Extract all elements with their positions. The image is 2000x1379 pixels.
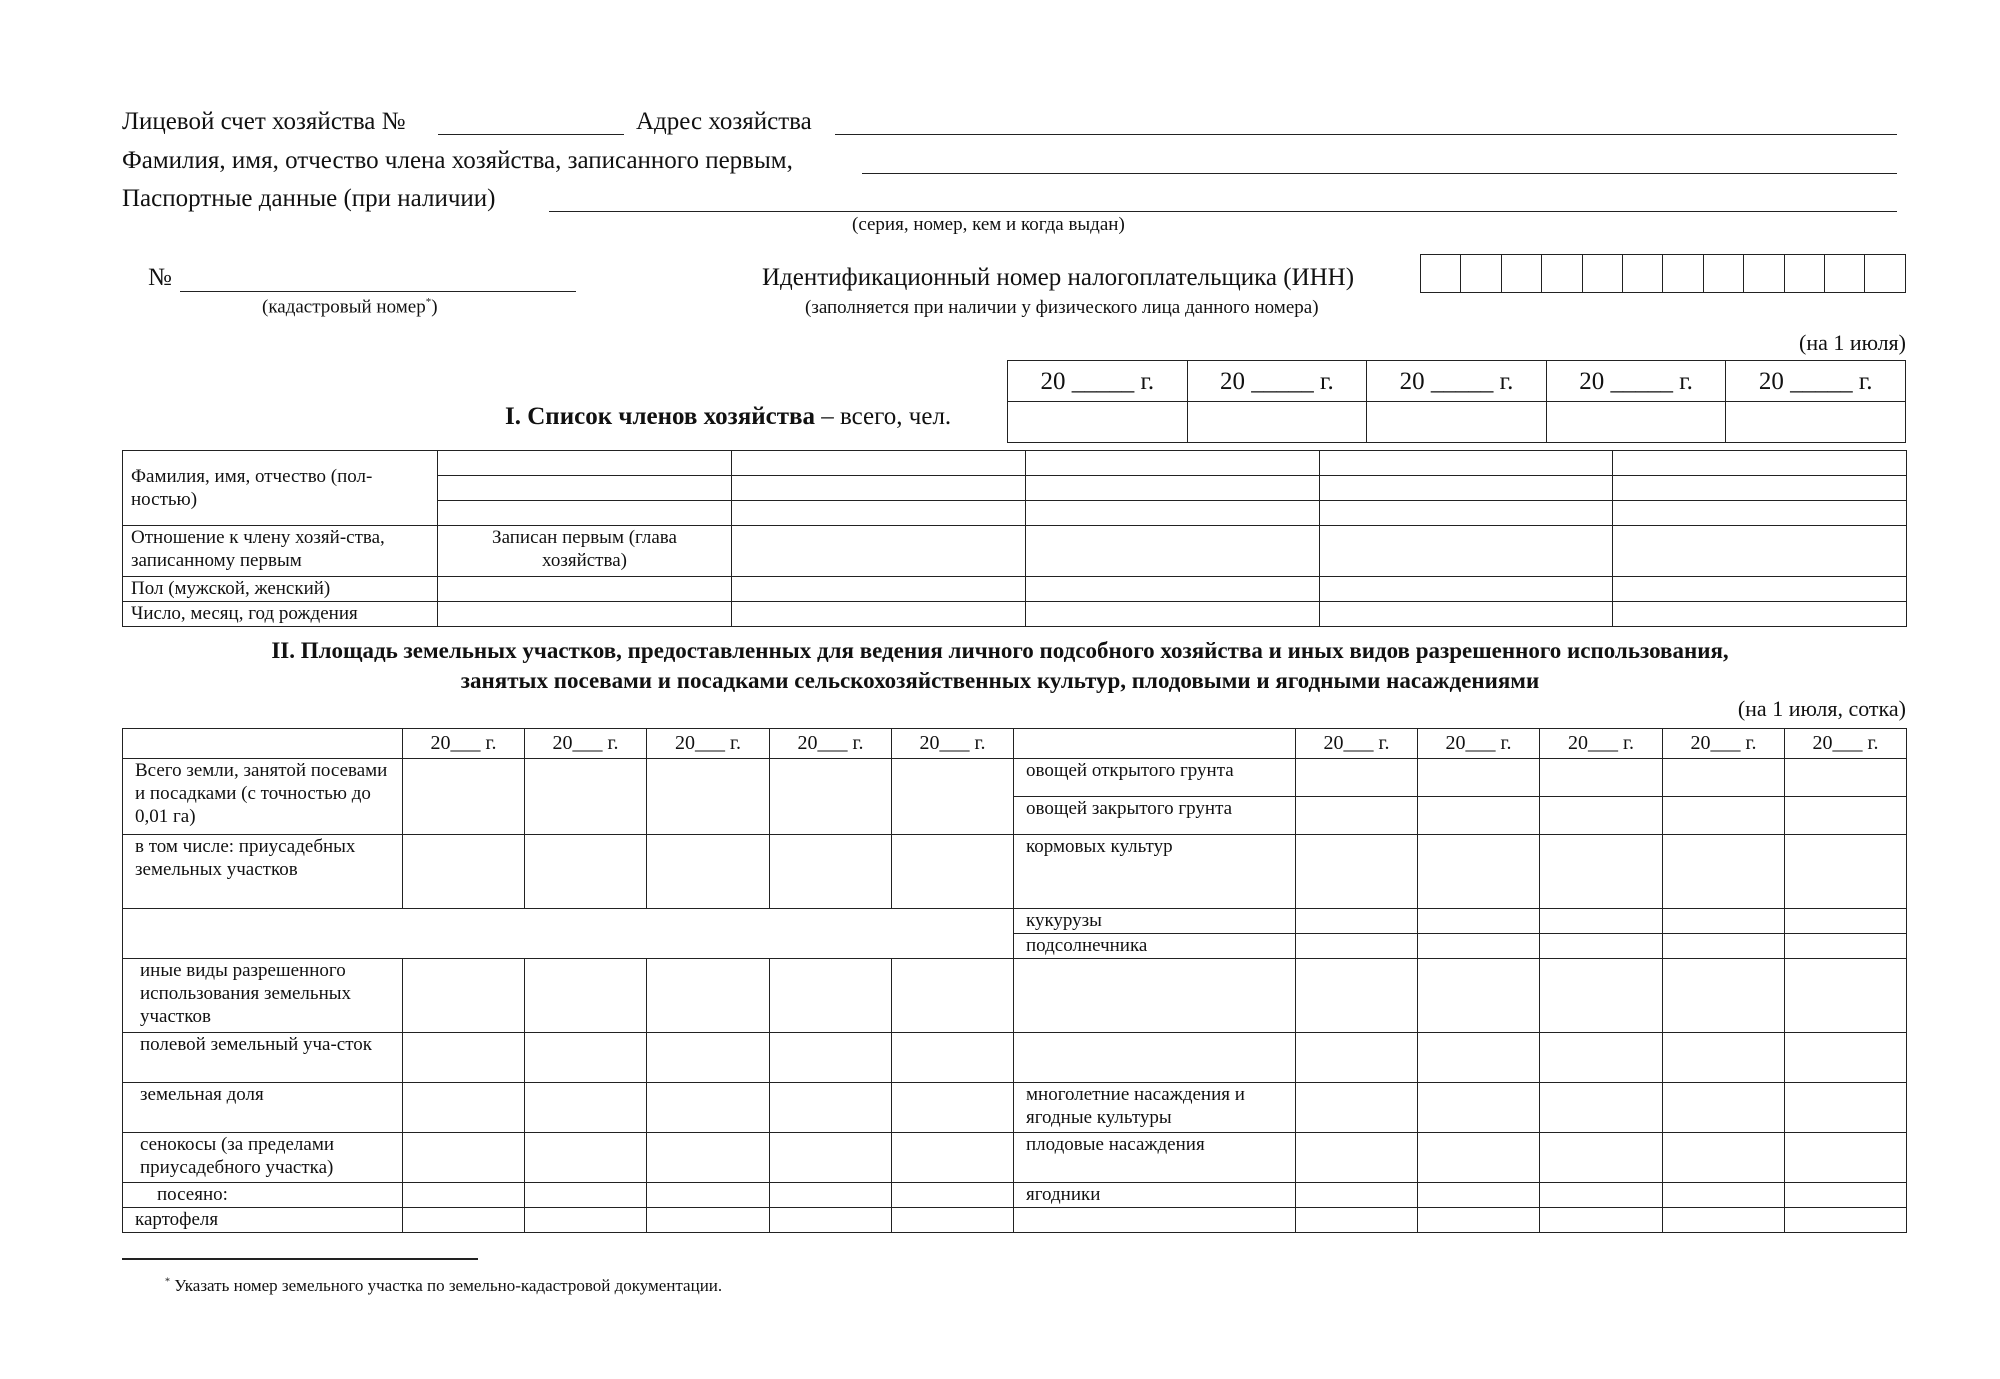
- section2-as-of: (на 1 июля, сотка): [1737, 696, 1906, 721]
- value-cell[interactable]: [892, 1133, 1014, 1183]
- value-cell[interactable]: [647, 835, 770, 909]
- value-cell[interactable]: [647, 1083, 770, 1133]
- value-cell[interactable]: [525, 1183, 647, 1208]
- fio-cell[interactable]: [1026, 476, 1320, 501]
- dob-cell[interactable]: [1026, 602, 1320, 627]
- footnote: * Указать номер земельного участка по земельно-кадастровой документации.: [165, 1276, 723, 1295]
- relation-cell[interactable]: [1613, 526, 1907, 577]
- fio-cell[interactable]: [732, 501, 1026, 526]
- cadastral-hint: (кадастровый номер*): [262, 296, 438, 318]
- value-cell[interactable]: [892, 835, 1014, 909]
- value-cell[interactable]: [1785, 797, 1907, 835]
- head-name-label: Фамилия, имя, отчество члена хозяйства, записанного первым,: [122, 147, 793, 174]
- sex-cell[interactable]: [438, 577, 732, 602]
- value-cell[interactable]: [1540, 835, 1663, 909]
- row-label-blank: [1014, 1208, 1296, 1233]
- value-cell[interactable]: [525, 959, 647, 1033]
- row-label-sex: Пол (мужской, женский): [123, 577, 438, 602]
- year-header: 20___ г.: [647, 729, 770, 759]
- relation-cell[interactable]: [732, 526, 1026, 577]
- value-cell[interactable]: [1785, 934, 1907, 959]
- value-cell[interactable]: [1663, 909, 1785, 934]
- fio-cell[interactable]: [1613, 501, 1907, 526]
- value-cell[interactable]: [1663, 1208, 1785, 1233]
- value-cell[interactable]: [1296, 909, 1418, 934]
- value-cell[interactable]: [1540, 1033, 1663, 1083]
- relation-first-cell: Записан первым (глава хозяйства): [438, 526, 732, 577]
- year-header: 20___ г.: [525, 729, 647, 759]
- cadastral-number-field[interactable]: [180, 291, 576, 292]
- sex-cell[interactable]: [732, 577, 1026, 602]
- row-label-closed-vegetables: овощей закрытого грунта: [1014, 797, 1296, 835]
- member-count-cell[interactable]: [1546, 402, 1726, 443]
- empty-header: [123, 729, 403, 759]
- inn-digit-box[interactable]: [1703, 255, 1743, 293]
- value-cell[interactable]: [1663, 1083, 1785, 1133]
- value-cell[interactable]: [1785, 959, 1907, 1033]
- inn-digit-box[interactable]: [1542, 255, 1582, 293]
- inn-digit-box[interactable]: [1784, 255, 1824, 293]
- value-cell[interactable]: [403, 959, 525, 1033]
- value-cell[interactable]: [1296, 959, 1418, 1033]
- value-cell[interactable]: [1663, 959, 1785, 1033]
- year-header[interactable]: 20 _____ г.: [1546, 361, 1726, 402]
- value-cell[interactable]: [1296, 934, 1418, 959]
- value-cell[interactable]: [1540, 959, 1663, 1033]
- member-count-cell[interactable]: [1726, 402, 1906, 443]
- sex-cell[interactable]: [1613, 577, 1907, 602]
- value-cell[interactable]: [1785, 835, 1907, 909]
- value-cell[interactable]: [1418, 759, 1540, 797]
- passport-label: Паспортные данные (при наличии): [122, 185, 496, 212]
- year-header: 20___ г.: [1296, 729, 1418, 759]
- value-cell[interactable]: [1663, 759, 1785, 797]
- value-cell[interactable]: [1663, 934, 1785, 959]
- value-cell[interactable]: [892, 959, 1014, 1033]
- value-cell[interactable]: [525, 1133, 647, 1183]
- inn-boxes[interactable]: [1420, 254, 1906, 293]
- row-label-fruit: плодовые насаждения: [1014, 1133, 1296, 1183]
- value-cell[interactable]: [1785, 1133, 1907, 1183]
- year-header: 20___ г.: [1663, 729, 1785, 759]
- fio-cell[interactable]: [732, 476, 1026, 501]
- inn-digit-box[interactable]: [1663, 255, 1703, 293]
- value-cell[interactable]: [1540, 909, 1663, 934]
- relation-cell[interactable]: [1320, 526, 1613, 577]
- row-label-potatoes: картофеля: [123, 1208, 403, 1233]
- value-cell[interactable]: [1540, 934, 1663, 959]
- value-cell[interactable]: [1418, 959, 1540, 1033]
- fio-cell[interactable]: [438, 451, 732, 476]
- row-label-land-share: земельная доля: [123, 1083, 403, 1133]
- empty-header: [1014, 729, 1296, 759]
- value-cell[interactable]: [1418, 1033, 1540, 1083]
- value-cell[interactable]: [1418, 835, 1540, 909]
- value-cell[interactable]: [1663, 1033, 1785, 1083]
- value-cell[interactable]: [892, 1033, 1014, 1083]
- inn-digit-box[interactable]: [1501, 255, 1541, 293]
- row-label-other-uses: иные виды разрешенного использования земельных участков: [123, 959, 403, 1033]
- value-cell[interactable]: [1540, 1183, 1663, 1208]
- value-cell[interactable]: [1296, 1208, 1418, 1233]
- section1-year-table: [1007, 360, 1906, 443]
- inn-digit-box[interactable]: [1461, 255, 1501, 293]
- value-cell[interactable]: [892, 759, 1014, 835]
- sex-cell[interactable]: [1026, 577, 1320, 602]
- value-cell[interactable]: [403, 1208, 525, 1233]
- value-cell[interactable]: [1785, 759, 1907, 797]
- member-count-cell[interactable]: [1367, 402, 1547, 443]
- number-sign: №: [148, 264, 172, 291]
- value-cell[interactable]: [525, 1033, 647, 1083]
- year-header[interactable]: 20 _____ г.: [1367, 361, 1547, 402]
- value-cell[interactable]: [647, 1208, 770, 1233]
- blank-merged-cell: [123, 909, 1014, 959]
- account-number-field[interactable]: [438, 134, 624, 135]
- value-cell[interactable]: [770, 835, 892, 909]
- value-cell[interactable]: [1663, 1133, 1785, 1183]
- inn-digit-box[interactable]: [1582, 255, 1622, 293]
- row-label-field-plot: полевой земельный уча-сток: [123, 1033, 403, 1083]
- fio-cell[interactable]: [1320, 501, 1613, 526]
- row-label-fodder: кормовых культур: [1014, 835, 1296, 909]
- year-header: 20___ г.: [1418, 729, 1540, 759]
- passport-hint: (серия, номер, кем и когда выдан): [852, 214, 1125, 235]
- value-cell[interactable]: [525, 1208, 647, 1233]
- inn-digit-box[interactable]: [1825, 255, 1865, 293]
- inn-digit-box[interactable]: [1421, 255, 1461, 293]
- value-cell[interactable]: [1296, 1033, 1418, 1083]
- account-label: Лицевой счет хозяйства №: [122, 108, 406, 135]
- inn-label: Идентификационный номер налогоплательщика (ИНН): [762, 264, 1355, 291]
- fio-cell[interactable]: [1026, 451, 1320, 476]
- fio-cell[interactable]: [438, 476, 732, 501]
- value-cell[interactable]: [1418, 1208, 1540, 1233]
- value-cell[interactable]: [1418, 1133, 1540, 1183]
- value-cell[interactable]: [1296, 1083, 1418, 1133]
- value-cell[interactable]: [1296, 835, 1418, 909]
- value-cell[interactable]: [1540, 797, 1663, 835]
- section2-title-line2: занятых посевами и посадками сельскохозяйственных культур, плодовыми и ягодными насаждениями: [460, 668, 1540, 693]
- year-header: 20___ г.: [892, 729, 1014, 759]
- value-cell[interactable]: [770, 1133, 892, 1183]
- value-cell[interactable]: [403, 759, 525, 835]
- value-cell[interactable]: [647, 1033, 770, 1083]
- fio-cell[interactable]: [1320, 451, 1613, 476]
- dob-cell[interactable]: [438, 602, 732, 627]
- value-cell[interactable]: [770, 1208, 892, 1233]
- row-label-relation: Отношение к члену хозяй-ства, записанному первым: [123, 526, 438, 577]
- value-cell[interactable]: [403, 1133, 525, 1183]
- value-cell[interactable]: [1540, 759, 1663, 797]
- value-cell[interactable]: [770, 1183, 892, 1208]
- value-cell[interactable]: [1296, 797, 1418, 835]
- row-label-sunflower: подсолнечника: [1014, 934, 1296, 959]
- value-cell[interactable]: [770, 759, 892, 835]
- row-label-blank: [1014, 959, 1296, 1033]
- section1-title: I. Список членов хозяйства – всего, чел.: [505, 403, 952, 430]
- value-cell[interactable]: [770, 1083, 892, 1133]
- passport-field[interactable]: [549, 211, 1897, 212]
- address-field[interactable]: [835, 134, 1897, 135]
- year-header[interactable]: 20 _____ г.: [1008, 361, 1188, 402]
- value-cell[interactable]: [1785, 1183, 1907, 1208]
- dob-cell[interactable]: [1320, 602, 1613, 627]
- row-label-total: Всего земли, занятой посевами и посадками (с точностью до 0,01 га): [123, 759, 403, 835]
- member-count-cell[interactable]: [1008, 402, 1188, 443]
- value-cell[interactable]: [525, 1083, 647, 1133]
- value-cell[interactable]: [647, 1133, 770, 1183]
- footnote-divider: [122, 1258, 478, 1260]
- value-cell[interactable]: [1785, 1033, 1907, 1083]
- inn-digit-box[interactable]: [1623, 255, 1663, 293]
- value-cell[interactable]: [1418, 934, 1540, 959]
- members-table: [122, 450, 1907, 627]
- year-header: 20___ г.: [403, 729, 525, 759]
- value-cell[interactable]: [1296, 1133, 1418, 1183]
- dob-cell[interactable]: [732, 602, 1026, 627]
- value-cell[interactable]: [1663, 835, 1785, 909]
- value-cell[interactable]: [525, 835, 647, 909]
- fio-cell[interactable]: [1613, 476, 1907, 501]
- inn-digit-box[interactable]: [1744, 255, 1784, 293]
- row-label-corn: кукурузы: [1014, 909, 1296, 934]
- value-cell[interactable]: [1785, 909, 1907, 934]
- value-cell[interactable]: [403, 1083, 525, 1133]
- value-cell[interactable]: [647, 759, 770, 835]
- row-label-berries: ягодники: [1014, 1183, 1296, 1208]
- value-cell[interactable]: [1540, 1208, 1663, 1233]
- value-cell[interactable]: [525, 759, 647, 835]
- value-cell[interactable]: [403, 835, 525, 909]
- year-header[interactable]: 20 _____ г.: [1726, 361, 1906, 402]
- sex-cell[interactable]: [1320, 577, 1613, 602]
- row-label-hayfields: сенокосы (за пределами приусадебного участка): [123, 1133, 403, 1183]
- value-cell[interactable]: [1418, 1083, 1540, 1133]
- value-cell[interactable]: [892, 1208, 1014, 1233]
- member-count-cell[interactable]: [1187, 402, 1367, 443]
- value-cell[interactable]: [1540, 1083, 1663, 1133]
- fio-cell[interactable]: [1026, 501, 1320, 526]
- row-label-open-vegetables: овощей открытого грунта: [1014, 759, 1296, 797]
- fio-cell[interactable]: [1613, 451, 1907, 476]
- inn-hint: (заполняется при наличии у физического лица данного номера): [805, 297, 1319, 318]
- value-cell[interactable]: [892, 1083, 1014, 1133]
- value-cell[interactable]: [1540, 1133, 1663, 1183]
- value-cell[interactable]: [1296, 1183, 1418, 1208]
- year-header: 20___ г.: [770, 729, 892, 759]
- value-cell[interactable]: [892, 1183, 1014, 1208]
- value-cell[interactable]: [403, 1033, 525, 1083]
- year-header: 20___ г.: [1785, 729, 1907, 759]
- head-name-field[interactable]: [862, 173, 1897, 174]
- year-header: 20___ г.: [1540, 729, 1663, 759]
- value-cell[interactable]: [1785, 1208, 1907, 1233]
- land-table: [122, 728, 1907, 1233]
- section2-title-line1: II. Площадь земельных участков, предоставленных для ведения личного подсобного хозяйства и иных видов разрешенного использования,: [271, 638, 1729, 663]
- fio-cell[interactable]: [1320, 476, 1613, 501]
- value-cell[interactable]: [1663, 1183, 1785, 1208]
- value-cell[interactable]: [403, 1183, 525, 1208]
- row-label-perennial: многолетние насаждения и ягодные культуры: [1014, 1083, 1296, 1133]
- fio-cell[interactable]: [438, 501, 732, 526]
- row-label-fio: Фамилия, имя, отчество (пол-ностью): [123, 451, 438, 526]
- value-cell[interactable]: [1663, 797, 1785, 835]
- inn-digit-box[interactable]: [1865, 255, 1906, 293]
- section1-as-of: (на 1 июля): [1799, 330, 1906, 355]
- value-cell[interactable]: [1418, 1183, 1540, 1208]
- value-cell[interactable]: [770, 1033, 892, 1083]
- value-cell[interactable]: [647, 959, 770, 1033]
- address-label: Адрес хозяйства: [636, 108, 812, 135]
- fio-cell[interactable]: [732, 451, 1026, 476]
- value-cell[interactable]: [647, 1183, 770, 1208]
- relation-cell[interactable]: [1026, 526, 1320, 577]
- row-label-household-plots: в том числе: приусадебных земельных участков: [123, 835, 403, 909]
- row-label-blank: [1014, 1033, 1296, 1083]
- value-cell[interactable]: [770, 959, 892, 1033]
- year-header[interactable]: 20 _____ г.: [1187, 361, 1367, 402]
- row-label-dob: Число, месяц, год рождения: [123, 602, 438, 627]
- row-label-sown: посеяно:: [123, 1183, 403, 1208]
- value-cell[interactable]: [1785, 1083, 1907, 1133]
- value-cell[interactable]: [1296, 759, 1418, 797]
- dob-cell[interactable]: [1613, 602, 1907, 627]
- value-cell[interactable]: [1418, 909, 1540, 934]
- value-cell[interactable]: [1418, 797, 1540, 835]
